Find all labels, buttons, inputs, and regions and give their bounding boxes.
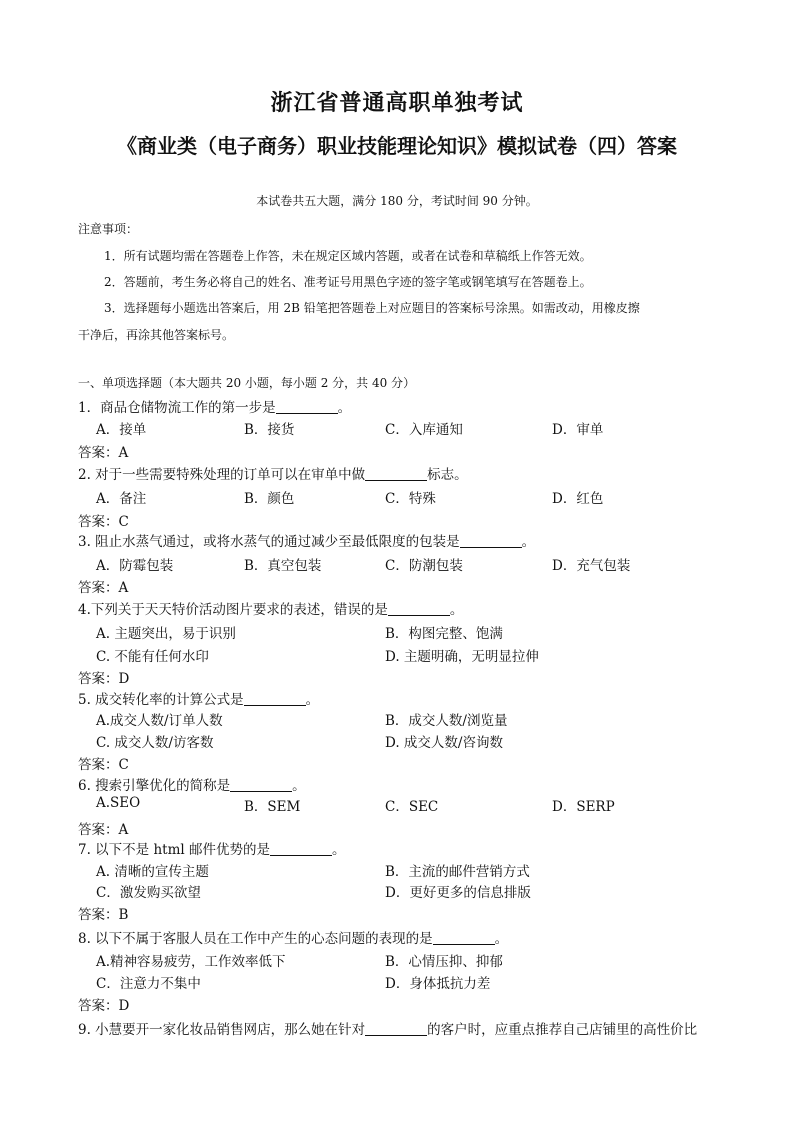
answer-blank xyxy=(244,691,306,706)
option-d: D．SERP xyxy=(552,799,615,815)
note-item-3: 3．选择题每小题选出答案后，用 2B 铅笔把答题卷上对应题目的答案标号涂黑。如需改动，用橡皮擦 xyxy=(104,301,640,315)
question-stem: 4.下列关于天天特价活动图片要求的表述，错误的是 。 xyxy=(78,602,464,618)
option-a: A．备注 xyxy=(96,491,147,507)
answer-text: 答案：D xyxy=(78,671,130,687)
option-b: B．SEM xyxy=(244,799,301,815)
answer-text: 答案：A xyxy=(78,822,129,838)
option-d: D．充气包装 xyxy=(552,558,631,574)
question-stem: 3. 阻止水蒸气通过，或将水蒸气的通过减少至最低限度的包装是 。 xyxy=(78,534,536,550)
option-c: C．防潮包装 xyxy=(385,558,463,574)
option-c: C．入库通知 xyxy=(385,422,463,438)
option-b: B．成交人数/浏览量 xyxy=(385,713,508,729)
option-c: C．特殊 xyxy=(385,491,436,507)
question-stem: 8. 以下不属于客服人员在工作中产生的心态问题的表现的是 。 xyxy=(78,931,509,947)
answer-blank xyxy=(276,399,338,414)
exam-subtitle: 《商业类（电子商务）职业技能理论知识》模拟试卷（四）答案 xyxy=(117,134,677,158)
question-stem: 5. 成交转化率的计算公式是 。 xyxy=(78,692,320,708)
answer-text: 答案：C xyxy=(78,757,129,773)
option-d: D. 主题明确，无明显拉伸 xyxy=(385,649,539,665)
exam-info: 本试卷共五大题，满分 180 分，考试时间 90 分钟。 xyxy=(256,194,538,208)
option-d: D．红色 xyxy=(552,491,604,507)
section-heading: 一、单项选择题（本大题共 20 小题，每小题 2 分，共 40 分） xyxy=(78,376,416,390)
question-stem: 6. 搜索引擎优化的简称是 。 xyxy=(78,778,306,794)
answer-blank xyxy=(230,777,292,792)
option-b: B．真空包装 xyxy=(244,558,322,574)
option-a: A．防霉包装 xyxy=(96,558,174,574)
answer-blank xyxy=(388,601,450,616)
note-item-1: 1．所有试题均需在答题卷上作答，未在规定区域内答题，或者在试卷和草稿纸上作答无效。 xyxy=(104,249,592,263)
notes-heading: 注意事项： xyxy=(78,222,139,236)
question-stem: 7. 以下不是 html 邮件优势的是 。 xyxy=(78,842,346,858)
answer-blank xyxy=(433,930,495,945)
option-d: D．身体抵抗力差 xyxy=(385,976,491,992)
question-stem: 9. 小慧要开一家化妆品销售网店，那么她在针对 的客户时，应重点推荐自己店铺里的高性价比 xyxy=(78,1022,698,1038)
option-b: B．颜色 xyxy=(244,491,295,507)
answer-text: 答案：A xyxy=(78,580,129,596)
option-c: C．SEC xyxy=(385,799,439,815)
option-a: A．接单 xyxy=(96,422,147,438)
answer-text: 答案：D xyxy=(78,998,130,1014)
exam-title: 浙江省普通高职单独考试 xyxy=(270,90,524,116)
option-c: C．注意力不集中 xyxy=(96,976,201,992)
option-c: C. 成交人数/访客数 xyxy=(96,735,214,751)
answer-blank xyxy=(460,533,522,548)
option-a: A.SEO xyxy=(96,795,141,811)
question-stem: 1．商品仓储物流工作的第一步是 。 xyxy=(78,400,352,416)
option-b: B．心情压抑、抑郁 xyxy=(385,954,503,970)
option-d: D．更好更多的信息排版 xyxy=(385,885,531,901)
option-c: C. 不能有任何水印 xyxy=(96,649,209,665)
option-c: C．激发购买欲望 xyxy=(96,885,201,901)
option-b: B．接货 xyxy=(244,422,295,438)
note-item-3-cont: 干净后，再涂其他答案标号。 xyxy=(78,328,235,342)
option-a: A. 清晰的宣传主题 xyxy=(96,864,209,880)
answer-blank xyxy=(365,1021,427,1036)
option-b: B．构图完整、饱满 xyxy=(385,626,503,642)
option-a: A.精神容易疲劳，工作效率低下 xyxy=(96,954,286,970)
answer-text: 答案：A xyxy=(78,445,129,461)
option-b: B．主流的邮件营销方式 xyxy=(385,864,530,880)
answer-blank xyxy=(365,466,427,481)
answer-text: 答案：C xyxy=(78,514,129,530)
question-stem: 2. 对于一些需要特殊处理的订单可以在审单中做 标志。 xyxy=(78,467,468,483)
option-a: A.成交人数/订单人数 xyxy=(96,713,223,729)
note-item-2: 2．答题前，考生务必将自己的姓名、准考证号用黑色字迹的签字笔或钢笔填写在答题卷上。 xyxy=(104,275,592,289)
answer-blank xyxy=(270,841,332,856)
option-a: A. 主题突出，易于识别 xyxy=(96,626,236,642)
option-d: D．审单 xyxy=(552,422,604,438)
answer-text: 答案：B xyxy=(78,907,129,923)
option-d: D. 成交人数/咨询数 xyxy=(385,735,503,751)
